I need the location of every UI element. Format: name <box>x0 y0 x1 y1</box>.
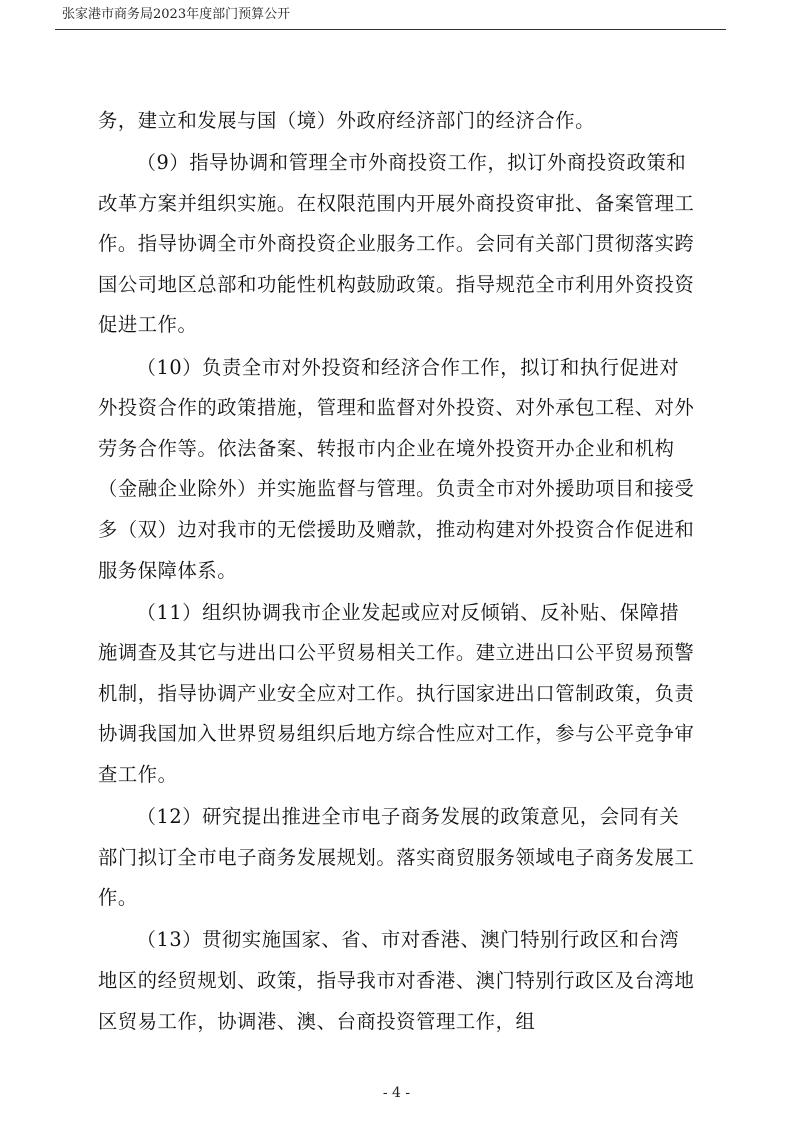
paragraph-item-13: （13）贯彻实施国家、省、市对香港、澳门特别行政区和台湾地区的经贸规划、政策，指导我市对香港、澳门特别行政区及台湾地区贸易工作，协调港、澳、台商投资管理工作，组 <box>98 928 695 1033</box>
paragraph-item-12: （12）研究提出推进全市电子商务发展的政策意见，会同有关部门拟订全市电子商务发展规划。落实商贸服务领域电子商务发展工作。 <box>98 805 695 910</box>
paragraph-continuation: 务，建立和发展与国（境）外政府经济部门的经济合作。 <box>98 109 596 132</box>
paragraph-item-11: （11）组织协调我市企业发起或应对反倾销、反补贴、保障措施调查及其它与进出口公平贸易相关工作。建立进出口公平贸易预警机制，指导协调产业安全应对工作。执行国家进出口管制政策，负责协调我国加入世界贸易组织后地方综合性应对工作，参与公平竞争审查工作。 <box>98 600 695 786</box>
paragraph-item-10: （10）负责全市对外投资和经济合作工作，拟订和执行促进对外投资合作的政策措施，管理和监督对外投资、对外承包工程、对外劳务合作等。依法备案、转报市内企业在境外投资开办企业和机构（金融企业除外）并实施监督与管理。负责全市对外援助项目和接受多（双）边对我市的无偿援助及赠款，推动构建对外投资合作促进和服务保障体系。 <box>98 355 695 582</box>
running-header: 张家港市商务局2023年度部门预算公开 <box>62 7 291 22</box>
paragraph-item-9: （9）指导协调和管理全市外商投资工作，拟订外商投资政策和改革方案并组织实施。在权限范围内开展外商投资审批、备案管理工作。指导协调全市外商投资企业服务工作。会同有关部门贯彻落实跨国公司地区总部和功能性机构鼓励政策。指导规范全市利用外资投资促进工作。 <box>98 151 695 337</box>
page-number: - 4 - <box>382 1085 411 1101</box>
header-divider <box>55 29 726 30</box>
document-body <box>98 101 698 1044</box>
